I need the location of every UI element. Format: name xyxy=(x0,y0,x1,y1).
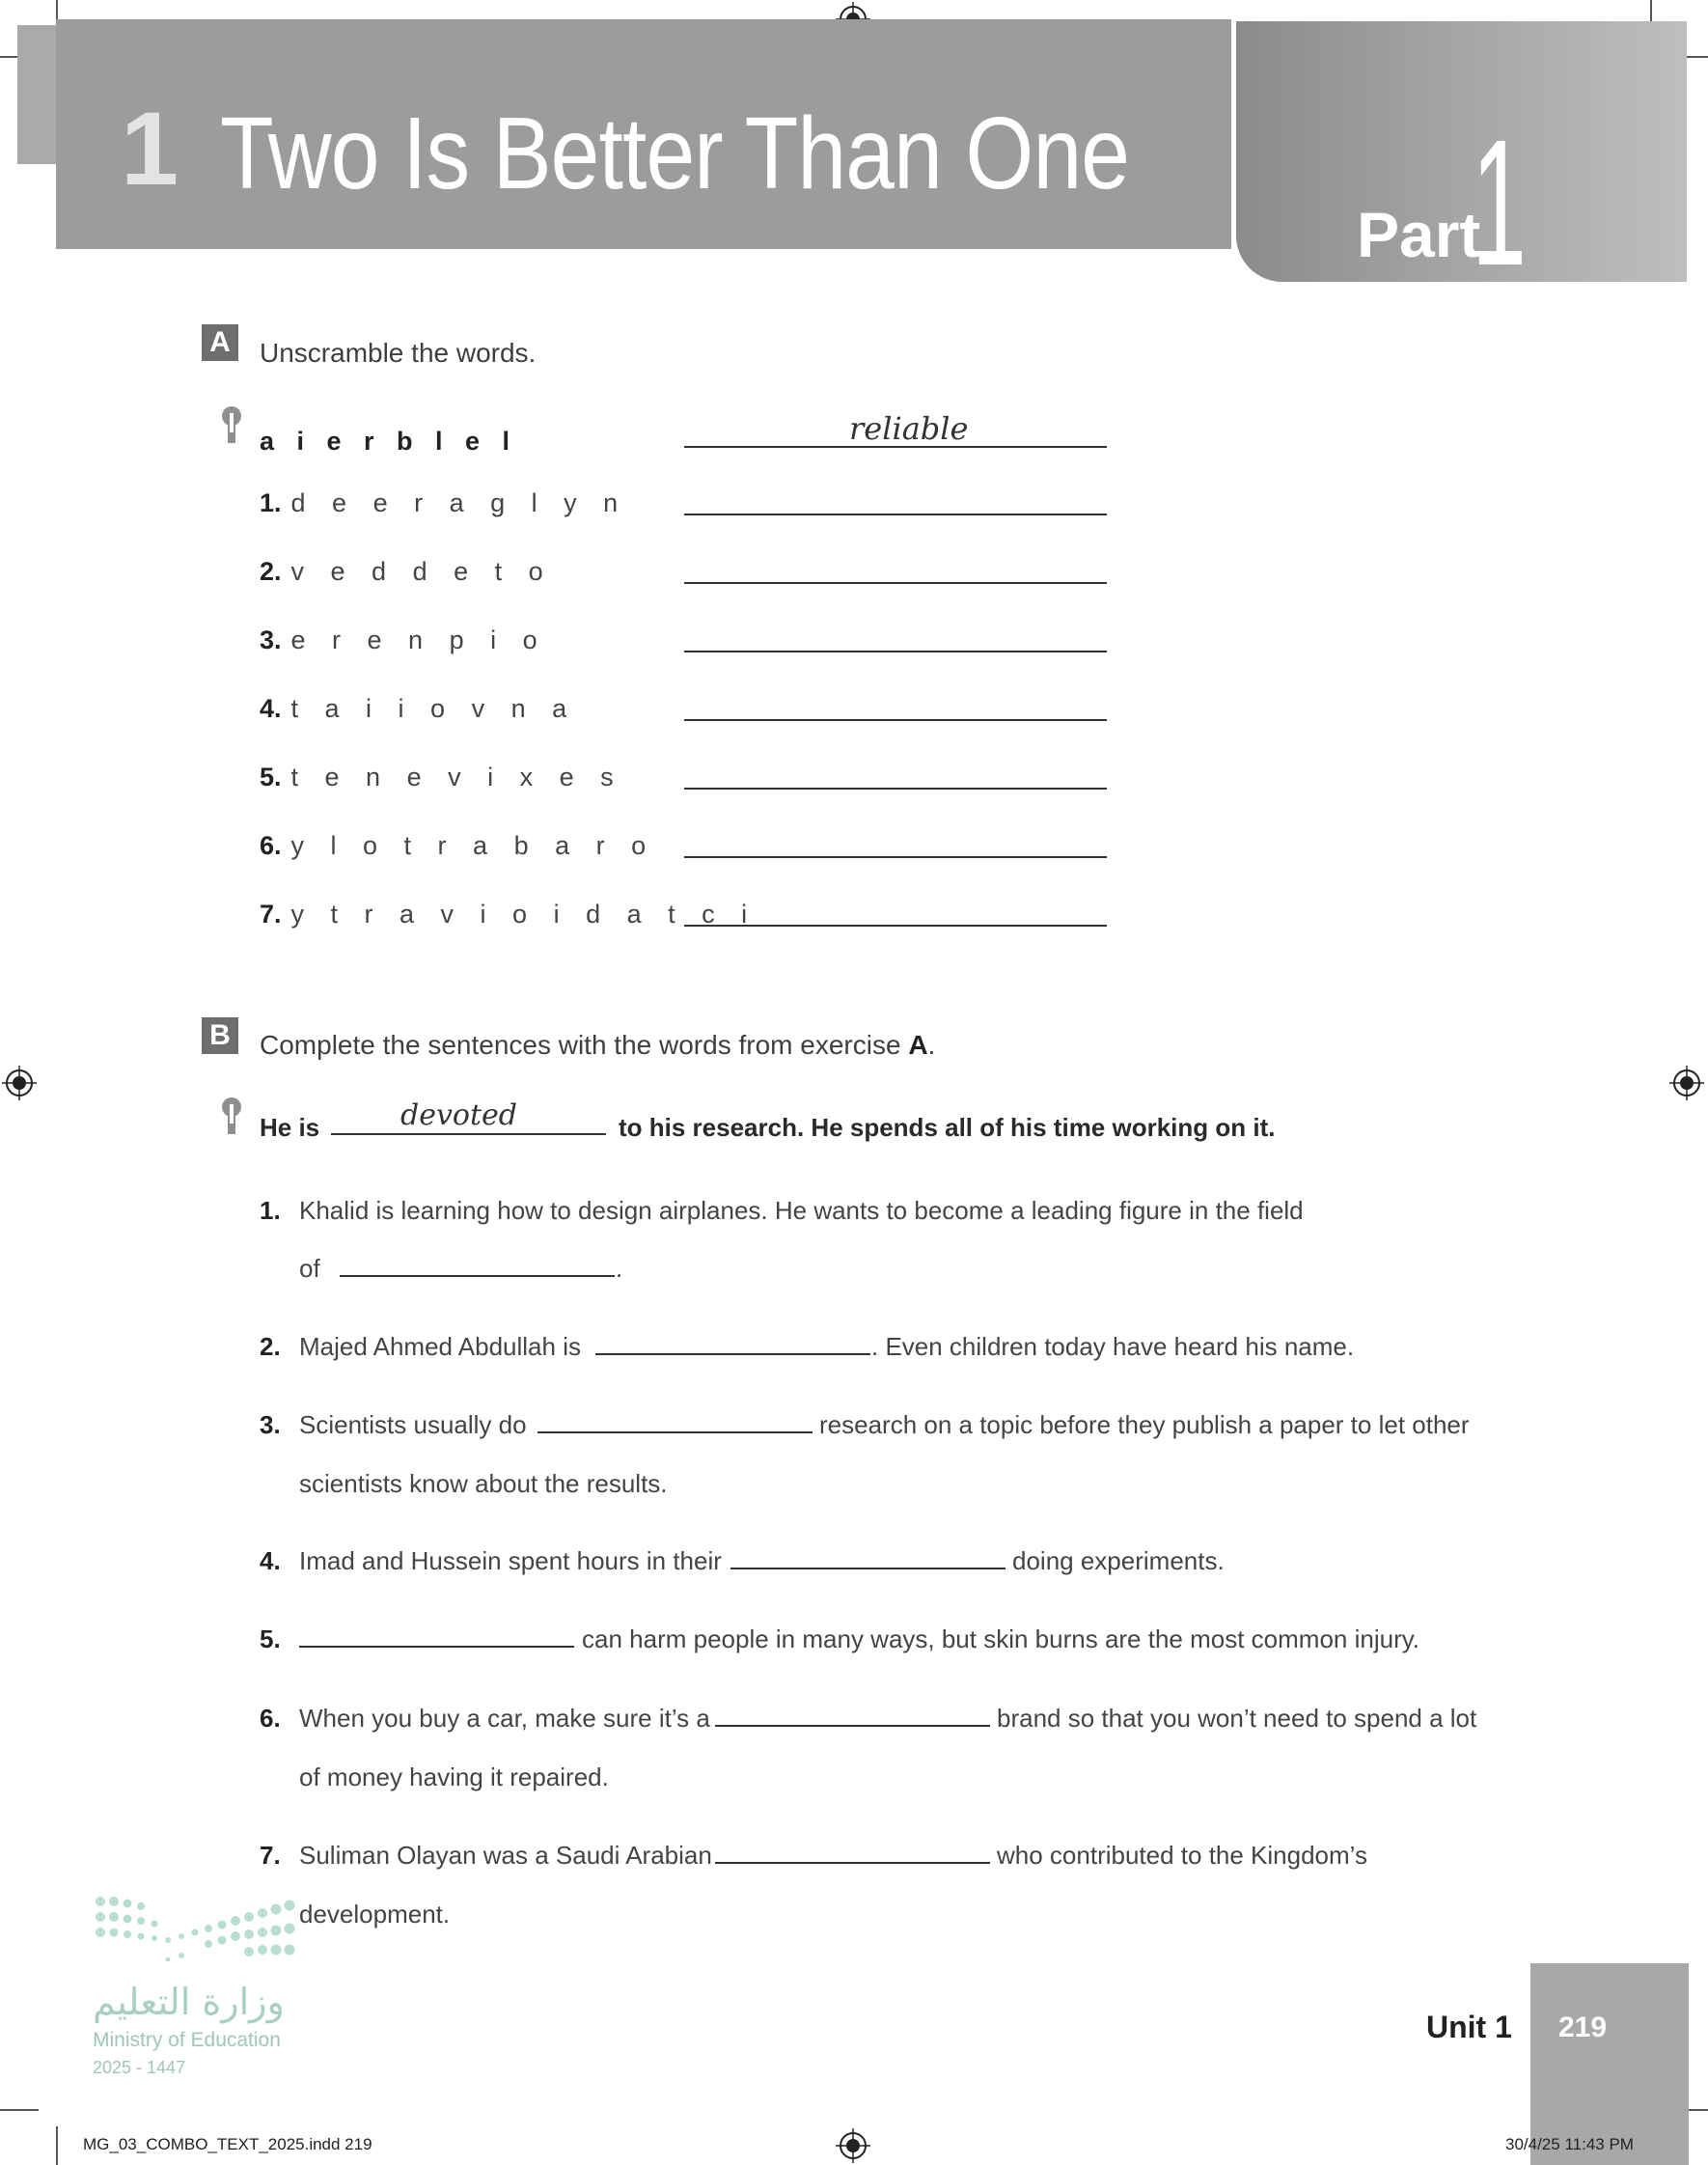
lightbulb-example-icon xyxy=(221,405,242,448)
answer-line[interactable] xyxy=(299,1646,574,1648)
scrambled-word: t a i i o v n a xyxy=(290,694,577,723)
sentence-text: . Even children today have heard his name. xyxy=(871,1332,1355,1361)
answer-line[interactable] xyxy=(595,1353,870,1355)
scramble-item xyxy=(260,557,553,587)
ministry-arabic-name: وزارة التعليم xyxy=(93,1981,285,2023)
registration-mark-icon xyxy=(1669,1066,1704,1100)
section-a-label: A xyxy=(202,324,238,361)
sentence-text: Scientists usually do xyxy=(299,1410,527,1439)
item-number: 4. xyxy=(260,694,282,723)
scrambled-word: v e d d e t o xyxy=(290,557,553,586)
answer-line[interactable] xyxy=(684,513,1107,515)
item-number: 5. xyxy=(260,763,282,791)
sentence-text: of money having it repaired. xyxy=(299,1763,609,1791)
item-number xyxy=(260,1706,281,1731)
crop-mark xyxy=(56,2126,58,2165)
sentence-text: Suliman Olayan was a Saudi Arabian xyxy=(299,1841,712,1870)
item-number: 1. xyxy=(260,1196,281,1225)
answer-line[interactable] xyxy=(684,856,1107,858)
answer-line[interactable] xyxy=(730,1568,1006,1569)
item-number xyxy=(260,1548,281,1573)
scrambled-word: t e n e v i x e s xyxy=(290,763,623,791)
unit-title: Two Is Better Than One xyxy=(220,97,1130,210)
scramble-item xyxy=(260,625,547,655)
sentence-text: can harm people in many ways, but skin burns are the most common injury. xyxy=(582,1624,1420,1653)
item-number xyxy=(260,1412,281,1437)
lightbulb-example-icon xyxy=(221,1096,242,1139)
example-answer: devoted xyxy=(400,1098,517,1132)
item-number: 1. xyxy=(260,488,282,517)
part-label: Part xyxy=(1357,199,1481,270)
instruction-exercise-ref: A xyxy=(908,1030,928,1060)
part-number: 1 xyxy=(1472,103,1527,303)
scrambled-word: e r e n p i o xyxy=(290,625,547,654)
sentence-item xyxy=(260,1198,281,1223)
print-slug-file: MG_03_COMBO_TEXT_2025.indd 219 xyxy=(83,2135,372,2153)
item-number-text: 2. xyxy=(260,1332,281,1361)
sentence-text: development. xyxy=(299,1900,451,1929)
print-slug-date: 30/4/25 11:43 PM xyxy=(1505,2135,1634,2153)
section-b-instruction xyxy=(260,1030,935,1061)
example-sentence-end: to his research. He spends all of his time working on it. xyxy=(619,1113,1276,1142)
scramble-item xyxy=(260,900,757,930)
answer-line[interactable] xyxy=(684,788,1107,790)
answer-line[interactable] xyxy=(684,651,1107,652)
example-scrambled-word: a i e r b l e l xyxy=(260,427,518,456)
scrambled-word: d e e r a g l y n xyxy=(290,488,628,517)
answer-line[interactable] xyxy=(684,582,1107,584)
registration-mark-icon xyxy=(836,2128,870,2163)
sentence-text: Khalid is learning how to design airplanes. He wants to become a leading figure in the field xyxy=(299,1196,1304,1225)
ministry-dots-logo-icon xyxy=(93,1894,305,1969)
example-answer-line xyxy=(331,1133,606,1135)
scramble-item xyxy=(260,488,627,518)
ministry-year: 2025 - 1447 xyxy=(93,2058,186,2077)
header-side-tab xyxy=(17,25,58,164)
page-number: 219 xyxy=(1558,2012,1608,2043)
sentence-text: brand so that you won’t need to spend a lot xyxy=(997,1704,1477,1733)
answer-line[interactable] xyxy=(684,719,1107,721)
sentence-text: . xyxy=(616,1254,623,1283)
answer-line[interactable] xyxy=(340,1275,615,1277)
sentence-text: doing experiments. xyxy=(1012,1546,1225,1575)
registration-mark-icon xyxy=(2,1066,37,1100)
item-number xyxy=(260,1334,281,1359)
sentence-text: scientists know about the results. xyxy=(299,1469,668,1498)
scramble-item xyxy=(260,694,576,724)
section-b-label: B xyxy=(202,1017,238,1054)
sentence-text: Imad and Hussein spent hours in their xyxy=(299,1546,722,1575)
scramble-item xyxy=(260,763,623,792)
footer-unit-label: Unit 1 xyxy=(1426,2010,1512,2044)
item-number-text: 6. xyxy=(260,1704,281,1733)
instruction-period: . xyxy=(927,1030,936,1060)
sentence-text: When you buy a car, make sure it’s a xyxy=(299,1704,710,1733)
instruction-text: Complete the sentences with the words from exercise xyxy=(260,1030,909,1060)
item-number-text: 3. xyxy=(260,1410,281,1439)
answer-line[interactable] xyxy=(537,1431,813,1433)
item-number: 3. xyxy=(260,625,282,654)
sentence-text: research on a topic before they publish a paper to let other xyxy=(819,1410,1470,1439)
answer-line[interactable] xyxy=(715,1862,990,1864)
example-sentence-start: He is xyxy=(260,1113,320,1142)
item-number xyxy=(260,1843,281,1868)
item-number-text: 5. xyxy=(260,1624,281,1653)
item-number: 7. xyxy=(260,900,282,929)
section-a-instruction: Unscramble the words. xyxy=(260,338,537,368)
ministry-english-name: Ministry of Education xyxy=(93,2029,281,2051)
item-number xyxy=(260,1626,281,1652)
item-number: 2. xyxy=(260,557,282,586)
unit-number: 1 xyxy=(121,90,179,207)
sentence-text: Majed Ahmed Abdullah is xyxy=(299,1332,581,1361)
example-answer: reliable xyxy=(849,410,969,447)
sentence-text: of xyxy=(299,1254,320,1283)
scrambled-word: y l o t r a b a r o xyxy=(290,831,656,860)
scrambled-word: y t r a v i o i d a t c i xyxy=(290,900,758,929)
crop-mark xyxy=(0,2109,39,2111)
answer-line[interactable] xyxy=(684,925,1107,927)
item-number-text: 4. xyxy=(260,1546,281,1575)
sentence-text: who contributed to the Kingdom’s xyxy=(997,1841,1367,1870)
item-number-text: 7. xyxy=(260,1841,281,1870)
item-number: 6. xyxy=(260,831,282,860)
scramble-item xyxy=(260,831,655,861)
answer-line[interactable] xyxy=(715,1725,990,1727)
